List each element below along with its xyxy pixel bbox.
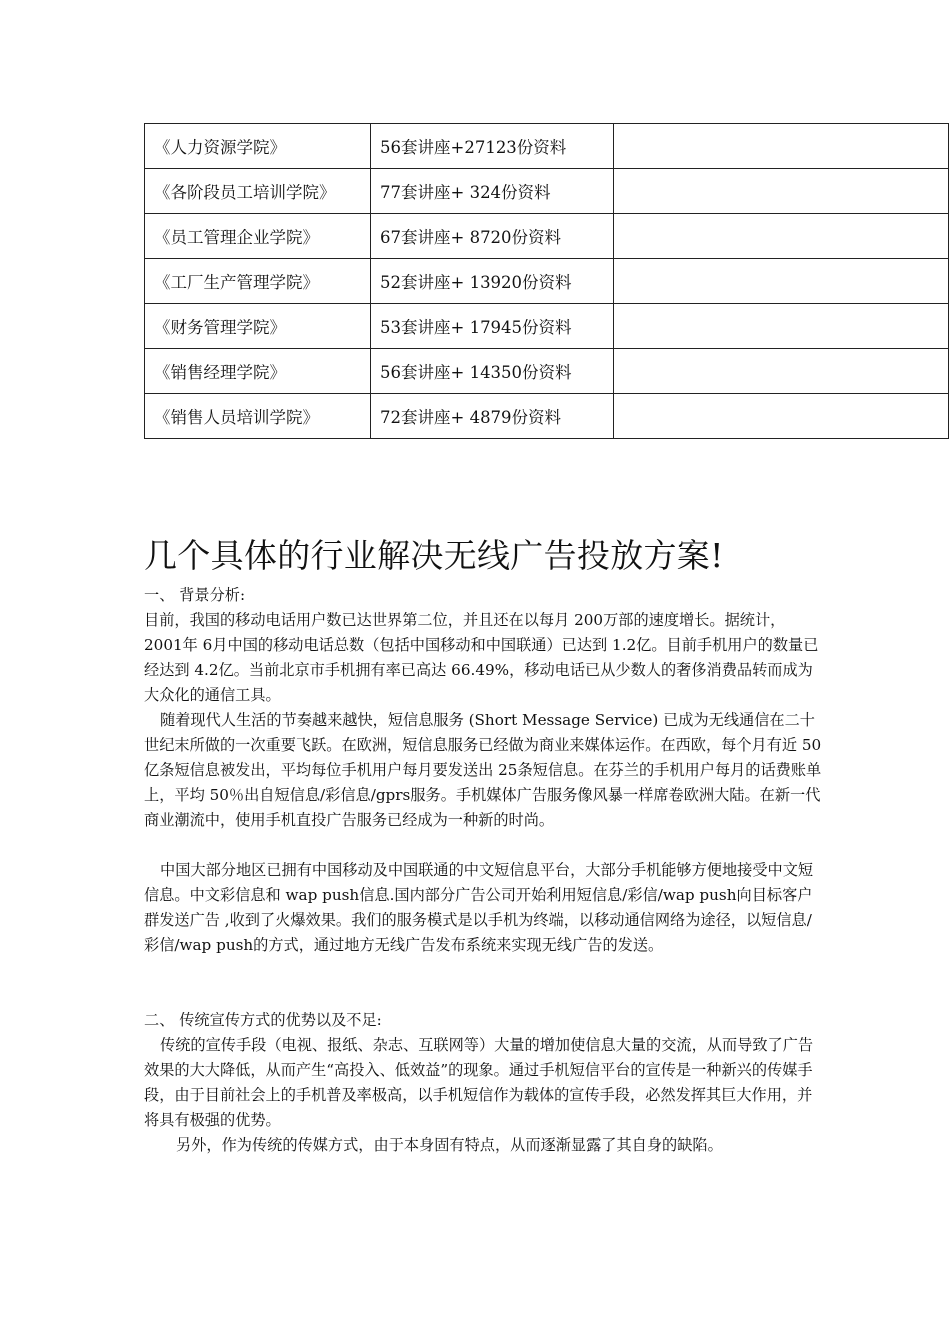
course-content-cell: 77套讲座+ 324份资料 (371, 169, 614, 214)
course-name-cell: 《工厂生产管理学院》 (145, 259, 371, 304)
section-1-paragraph-3: 中国大部分地区已拥有中国移动及中国联通的中文短信息平台，大部分手机能够方便地接受中文短信息。中文彩信息和 wap push信息.国内部分广告公司开始利用短信息/彩信/wap push向目标客户群发送广告 ,收到了火爆效果。我们的服务模式是以手机为终端，以移动通信网络为途径，以短信息/彩信/wap push的方式，通过地方无线广告发布系统来实现无线广告的发送。 (144, 861, 814, 954)
extra-cell (614, 169, 949, 214)
section-1-paragraph-1: 目前，我国的移动电话用户数已达世界第二位，并且还在以每月 200万部的速度增长。据统计， 2001年 6月中国的移动电话总数（包括中国移动和中国联通）已达到 1.2亿。目前手机用户的数量已经达到 4.2亿。当前北京市手机拥有率已高达 66.49%，移动电话已从少数人的奢侈消费品转而成为大众化的通信工具。 (144, 611, 819, 704)
table-row (145, 214, 949, 259)
course-content-cell: 52套讲座+ 13920份资料 (371, 259, 614, 304)
extra-cell (614, 394, 949, 439)
table-row (145, 169, 949, 214)
course-content-cell: 53套讲座+ 17945份资料 (371, 304, 614, 349)
table-row (145, 259, 949, 304)
course-table-body (145, 124, 949, 439)
course-content-cell: 56套讲座+ 14350份资料 (371, 349, 614, 394)
section-1-heading: 一、 背景分析: (144, 586, 246, 604)
section-2-paragraph-1: 传统的宣传手段（电视、报纸、杂志、互联网等）大量的增加使信息大量的交流，从而导致了广告效果的大大降低，从而产生“高投入、低效益”的现象。通过手机短信平台的宣传是一种新兴的传媒手段，由于目前社会上的手机普及率极高，以手机短信作为载体的宣传手段，必然发挥其巨大作用，并将具有极强的优势。 (144, 1036, 814, 1129)
table-row (145, 349, 949, 394)
spacer (144, 958, 824, 1008)
course-name-cell: 《销售经理学院》 (145, 349, 371, 394)
course-table (144, 123, 949, 439)
course-name-cell: 《员工管理企业学院》 (145, 214, 371, 259)
extra-cell (614, 124, 949, 169)
document-body (144, 583, 824, 1158)
course-content-cell: 67套讲座+ 8720份资料 (371, 214, 614, 259)
course-name-cell: 《各阶段员工培训学院》 (145, 169, 371, 214)
course-name-cell: 《销售人员培训学院》 (145, 394, 371, 439)
course-name-cell: 《人力资源学院》 (145, 124, 371, 169)
extra-cell (614, 214, 949, 259)
section-2-heading: 二、 传统宣传方式的优势以及不足: (144, 1011, 382, 1029)
section-1-paragraph-2: 随着现代人生活的节奏越来越快，短信息服务 (Short Message Service) 已成为无线通信在二十世纪末所做的一次重要飞跃。在欧洲，短信息服务已经做为商业来媒体运作。在西欧，每个月有近 50亿条短信息被发出，平均每位手机用户每月要发送出 25条短信息。在芬兰的手机用户每月的话费账单上，平均 50％出自短信息/彩信息/gprs服务。手机媒体广告服务像风暴一样席卷欧洲大陆。在新一代商业潮流中，使用手机直投广告服务已经成为一种新的时尚。 (144, 711, 822, 829)
table-row (145, 124, 949, 169)
extra-cell (614, 349, 949, 394)
table-row (145, 304, 949, 349)
extra-cell (614, 259, 949, 304)
page-title: 几个具体的行业解决无线广告投放方案! (144, 536, 724, 575)
table-row (145, 394, 949, 439)
spacer (144, 833, 824, 858)
section-2-paragraph-2: 另外，作为传统的传媒方式，由于本身固有特点，从而逐渐显露了其自身的缺陷。 (176, 1136, 723, 1154)
course-name-cell: 《财务管理学院》 (145, 304, 371, 349)
course-content-cell: 56套讲座+27123份资料 (371, 124, 614, 169)
extra-cell (614, 304, 949, 349)
course-content-cell: 72套讲座+ 4879份资料 (371, 394, 614, 439)
